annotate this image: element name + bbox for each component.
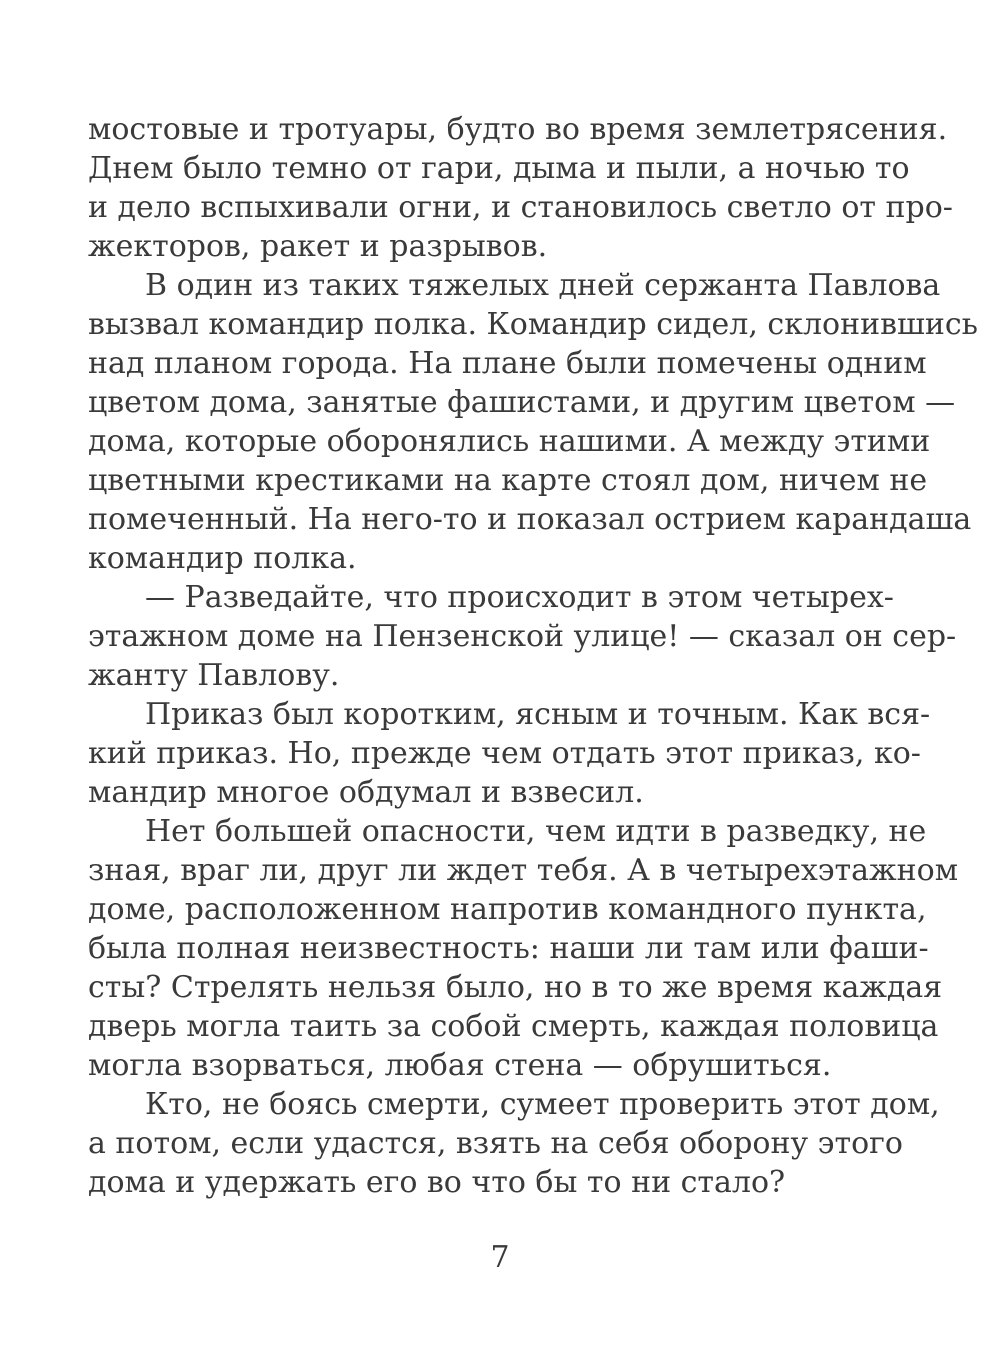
text-line: дома, которые оборонялись нашими. А между этими <box>88 424 931 459</box>
text-line: мостовые и тротуары, будто во время землетрясения. <box>88 112 948 147</box>
text-line: мандир многое обдумал и взвесил. <box>88 775 644 810</box>
text-line: а потом, если удастся, взять на себя оборону этого <box>88 1126 903 1161</box>
text-line: цветными крестиками на карте стоял дом, ничем не <box>88 463 928 498</box>
text-line: Кто, не боясь смерти, сумеет проверить этот дом, <box>145 1087 940 1122</box>
text-line: дома и удержать его во что бы то ни стало? <box>88 1165 786 1200</box>
text-line: Нет большей опасности, чем идти в разведку, не <box>145 814 927 849</box>
text-line: сты? Стрелять нельзя было, но в то же время каждая <box>88 970 943 1005</box>
text-line: Днем было темно от гари, дыма и пыли, а ночью то <box>88 151 910 186</box>
text-line: зная, враг ли, друг ли ждет тебя. А в четырехэтажном <box>88 853 959 888</box>
text-line: — Разведайте, что происходит в этом четырех- <box>145 580 894 615</box>
text-line: дверь могла таить за собой смерть, каждая половица <box>88 1009 939 1044</box>
text-line: доме, расположенном напротив командного пункта, <box>88 892 927 927</box>
text-line: командир полка. <box>88 541 357 576</box>
text-line: кий приказ. Но, прежде чем отдать этот приказ, ко- <box>88 736 921 771</box>
text-line: над планом города. На плане были помечены одним <box>88 346 927 381</box>
text-line: помеченный. На него-то и показал острием карандаша <box>88 502 972 537</box>
text-line: Приказ был коротким, ясным и точным. Как вся- <box>145 697 931 732</box>
text-line: жанту Павлову. <box>88 658 340 693</box>
text-line: этажном доме на Пензенской улице! — сказал он сер- <box>88 619 957 654</box>
text-line: и дело вспыхивали огни, и становилось светло от про- <box>88 190 953 225</box>
text-line: жекторов, ракет и разрывов. <box>88 229 548 264</box>
body-text <box>88 110 978 1202</box>
text-line: была полная неизвестность: наши ли там или фаши- <box>88 931 929 966</box>
text-line: могла взорваться, любая стена — обрушиться. <box>88 1048 832 1083</box>
text-line: вызвал командир полка. Командир сидел, склонившись <box>88 307 978 342</box>
text-line: В один из таких тяжелых дней сержанта Павлова <box>145 268 941 303</box>
page-number: 7 <box>490 1240 510 1275</box>
text-line: цветом дома, занятые фашистами, и другим цветом — <box>88 385 956 420</box>
